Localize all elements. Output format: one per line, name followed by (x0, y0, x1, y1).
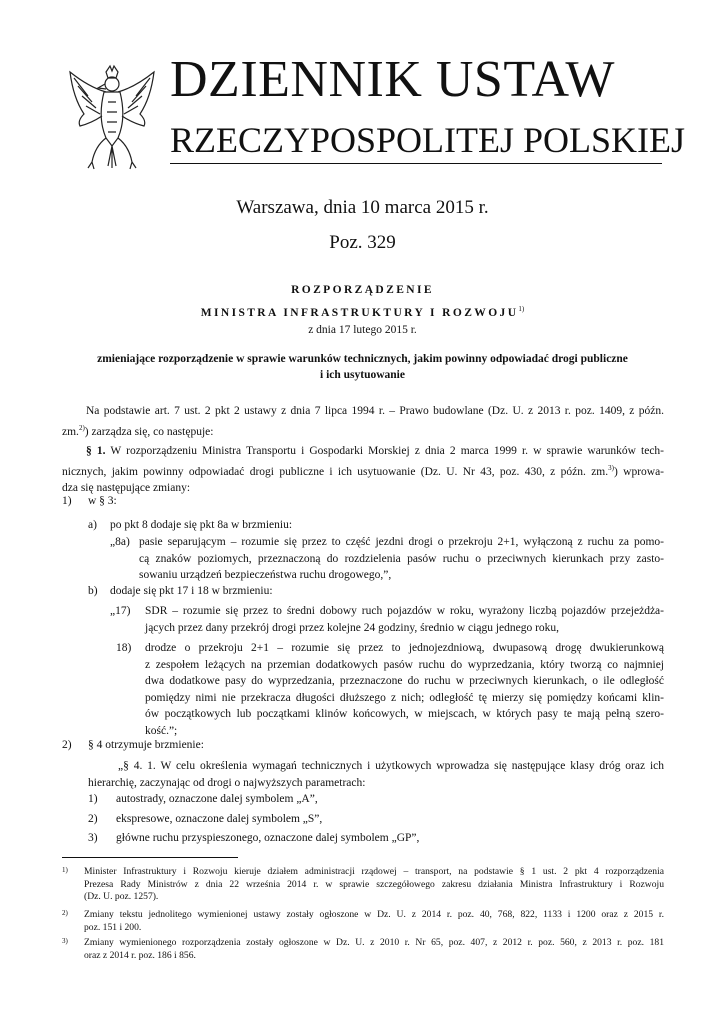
act-issuer (60, 301, 665, 321)
footnote-line: Prezesa Rady Ministrów z dnia 22 września 2014 r. w sprawie szczegółowego zakresu działania Ministra Infrastruktury i Rozwoju (84, 878, 664, 890)
act-date: z dnia 17 lutego 2015 r. (308, 324, 417, 336)
section-text: ) wprowa- (613, 465, 665, 478)
publication-date: Warszawa, dnia 10 marca 2015 r. (236, 197, 489, 218)
list-item-text: dodaje się pkt 17 i 18 w brzmieniu: (110, 585, 273, 597)
footnote-line: Minister Infrastruktury i Rozwoju kieruje działem administracji rządowej – transport, na podstawie § 1 ust. 2 pkt 4 rozporządzenia (84, 866, 664, 877)
polish-eagle-emblem-icon (62, 62, 162, 172)
footnote-divider (62, 857, 238, 858)
point-line: pasie separującym – rozumie się przez to część jezdni drogi o przekroju 2+1, wyłączoną z ruchu za pomo- (139, 536, 664, 548)
list-item-number: 2) (62, 739, 72, 751)
point-number: „17) (110, 605, 131, 617)
section-4-line: hierarchię, zaczynając od drogi o najwyższych parametrach: (88, 776, 366, 789)
class-item-text: główne ruchu przyspieszonego, oznaczone dalej symbolem „GP”, (116, 832, 420, 844)
position-number: Poz. 329 (329, 232, 396, 253)
header-divider (170, 163, 662, 164)
list-item-number: 1) (62, 495, 72, 507)
intro-paragraph (62, 403, 664, 440)
footnote-ref: 3) (608, 463, 614, 472)
act-subject-line: zmieniające rozporządzenie w sprawie warunków technicznych, jakim powinny odpowiadać drogi publiczne (97, 353, 628, 365)
section-text: W rozporządzeniu Ministra Transportu i Gospodarki Morskiej z dnia 2 marca 1999 r. w sprawie warunków tech- (105, 445, 665, 457)
point-line: ów początkowych lub początkami klinów końcowych, w miejscach, w których pasy te mają pełną szero- (145, 708, 664, 720)
section-1-line (62, 443, 664, 460)
point-line: dwa dodatkowe pasy do wyprzedzania, przeznaczone do ruchu w przeciwnych kierunkach, o ile odległość (145, 675, 664, 687)
footnote-line: Zmiany wymienionego rozporządzenia zostały ogłoszone w Dz. U. z 2010 r. Nr 65, poz. 407, z 2012 r. poz. 560, z 2013 r. poz. 181 (84, 937, 664, 948)
act-type: ROZPORZĄDZENIE (291, 284, 434, 296)
point-line: jących przez dany przekrój drogi przez kolejne 24 godziny, średnio w ciągu jednego roku, (145, 621, 560, 634)
class-item-text: ekspresowe, oznaczone dalej symbolem „S”, (116, 813, 323, 825)
point-17-text (145, 603, 664, 636)
intro-text: zm. (62, 425, 79, 438)
point-line: drodze o przekroju 2+1 – rozumie się przez to jednojezdniową, dwupasową drogę dwukierunkową (145, 642, 664, 654)
point-line: z zespołem leżących na przemian dodatkowych pasów ruchu do wyprzedzania, który tworzą co najmniej (145, 658, 664, 671)
footnote-line: oraz z 2014 r. poz. 186 i 856. (84, 949, 196, 961)
act-subject (60, 351, 665, 383)
point-18-text (145, 640, 664, 739)
class-item-number: 3) (88, 832, 98, 844)
act-subject-line: i ich usytuowanie (320, 369, 405, 381)
issuer-footnote-ref: 1) (518, 305, 525, 313)
footnote-mark: 3) (62, 937, 68, 945)
point-number: 18) (116, 642, 132, 654)
footnote-ref: 2) (78, 423, 85, 432)
point-line: SDR – rozumie się przez to średni dobowy ruch pojazdów w roku, wyrażony liczbą pojazdów przejeżdża- (145, 605, 664, 617)
footnote-mark: 2) (62, 909, 68, 917)
list-item-text: po pkt 8 dodaje się pkt 8a w brzmieniu: (110, 519, 293, 531)
section-1-paragraph (62, 443, 664, 496)
footnote-mark: 1) (62, 866, 68, 874)
section-label: § 1. (86, 445, 106, 457)
class-item-number: 2) (88, 813, 98, 825)
intro-line (62, 420, 664, 440)
section-1-line (62, 460, 664, 480)
intro-text: ) zarządza się, co następuje: (84, 425, 214, 438)
list-item-text: § 4 otrzymuje brzmienie: (88, 739, 204, 751)
journal-subtitle: RZECZYPOSPOLITEJ POLSKIEJ (170, 120, 686, 160)
footnote-line: Zmiany tekstu jednolitego wymienionej ustawy zostały ogłoszone w Dz. U. z 2014 r. poz. 40, 768, 822, 1133 i 1200 oraz z 2015 r. (84, 909, 664, 920)
point-number: „8a) (110, 536, 130, 548)
list-item-number: a) (88, 519, 97, 531)
point-line: sowaniu urządzeń bezpieczeństwa ruchu drogowego,”, (139, 569, 392, 581)
footnote-line: (Dz. U. poz. 1257). (84, 891, 159, 902)
footnote-line: poz. 151 i 200. (84, 921, 142, 933)
class-item-text: autostrady, oznaczone dalej symbolem „A”, (116, 793, 318, 805)
intro-line: Na podstawie art. 7 ust. 2 pkt 2 ustawy z dnia 7 lipca 1994 r. – Prawo budowlane (Dz. U. z 2013 r. poz. 1409, z późn. (86, 405, 664, 417)
section-4-line: „§ 4. 1. W celu określenia wymagań technicznych i użytkowych wprowadza się następujące klasy dróg oraz ich (118, 760, 664, 772)
act-issuer-name: MINISTRA INFRASTRUKTURY I ROZWOJU (200, 306, 519, 319)
list-item-number: b) (88, 585, 98, 597)
section-text: nicznych, jakim powinny odpowiadać drogi publiczne i ich usytuowanie (Dz. U. Nr 43, poz. 430, z późn. zm. (62, 465, 609, 478)
list-item-text: w § 3: (88, 495, 117, 507)
class-item-number: 1) (88, 793, 98, 805)
point-8a-text (139, 534, 664, 584)
point-line: pomiędzy nimi nie przekracza długości dłuższego z nich; odległość tę mierzy się pomiędzy końcami klin- (145, 691, 664, 704)
section-4-paragraph (88, 758, 664, 791)
point-line: kość.”; (145, 724, 178, 737)
point-line: cą znaków poziomych, przeznaczoną do rozdzielenia pasów ruchu o przeciwnych kierunkach przy zasto- (139, 552, 664, 565)
journal-title: DZIENNIK USTAW (170, 51, 615, 108)
section-1-line: dza się następujące zmiany: (62, 481, 191, 494)
